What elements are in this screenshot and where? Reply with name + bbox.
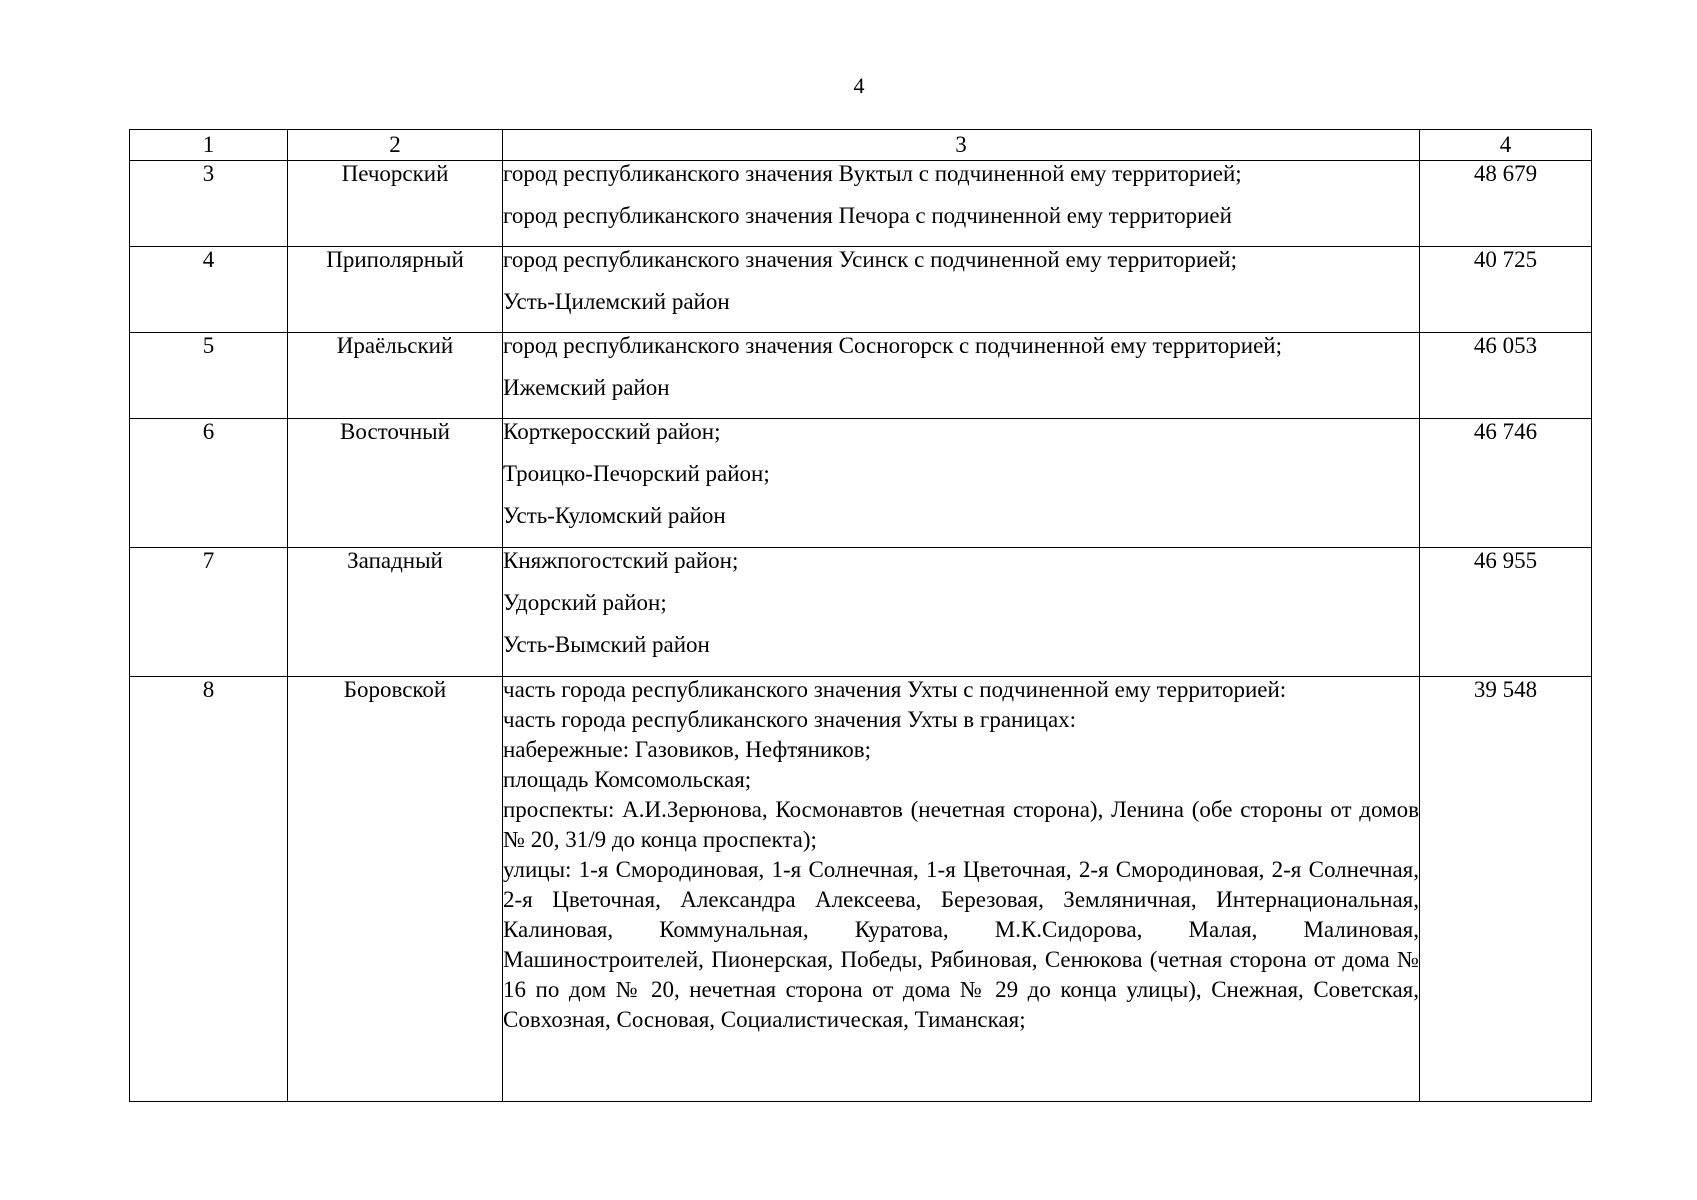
territory-item: Усть-Куломский район bbox=[503, 503, 726, 528]
district-name: Печорский bbox=[288, 161, 503, 247]
territory-item: Княжпогостский район; bbox=[503, 548, 739, 573]
territory-item: Корткеросский район; bbox=[503, 419, 721, 444]
territory-item: часть города республиканского значения Ухты в границах: bbox=[503, 707, 1077, 732]
territory-item: улицы: 1-я Смородиновая, 1-я Солнечная, 1-я Цветочная, 2-я Смородиновая, 2-я Солнечная, 2-я Цветочная, Александра Алексеева, Березовая, Земляничная, Интернациональная, Калиновая, Коммунальная, Куратова, М.К.Сидорова, Малая, Малиновая, Машиностроителей, Пионерская, Победы, Рябиновая, Сенюкова (четная сторона от дома № 16 по дом № 20, нечетная сторона от дома № 29 до конца улицы), Снежная, Советская, Совхозная, Сосновая, Социалистическая, Тиманская; bbox=[503, 857, 1419, 1032]
district-name: Западный bbox=[288, 548, 503, 677]
district-name: Боровской bbox=[288, 677, 503, 1102]
territory-item: город республиканского значения Усинск с подчиненной ему территорией; bbox=[503, 247, 1238, 272]
district-number: 8 bbox=[130, 677, 288, 1102]
district-number: 5 bbox=[130, 333, 288, 419]
column-number-1: 1 bbox=[130, 130, 288, 161]
territory-item: Троицко-Печорский район; bbox=[503, 461, 770, 486]
districts-table bbox=[129, 129, 1592, 1102]
district-number: 7 bbox=[130, 548, 288, 677]
district-territories bbox=[503, 333, 1420, 419]
table-row bbox=[130, 419, 1592, 548]
table-row bbox=[130, 677, 1592, 1102]
district-name: Приполярный bbox=[288, 247, 503, 333]
table-row bbox=[130, 333, 1592, 419]
territory-item: площадь Комсомольская; bbox=[503, 767, 752, 792]
district-population: 48 679 bbox=[1420, 161, 1592, 247]
table-row bbox=[130, 161, 1592, 247]
district-territories bbox=[503, 677, 1420, 1102]
table-row bbox=[130, 548, 1592, 677]
territory-item: часть города республиканского значения Ухты с подчиненной ему территорией: bbox=[503, 677, 1287, 702]
district-population: 46 053 bbox=[1420, 333, 1592, 419]
district-population: 39 548 bbox=[1420, 677, 1592, 1102]
district-population: 46 746 bbox=[1420, 419, 1592, 548]
page-number: 4 bbox=[853, 73, 865, 98]
territory-item: Усть-Цилемский район bbox=[503, 289, 730, 314]
district-population: 46 955 bbox=[1420, 548, 1592, 677]
table-header-row bbox=[130, 130, 1592, 161]
territory-item: город республиканского значения Сосногорск с подчиненной ему территорией; bbox=[503, 333, 1282, 358]
district-territories bbox=[503, 548, 1420, 677]
territory-item: Удорский район; bbox=[503, 590, 667, 615]
district-number: 3 bbox=[130, 161, 288, 247]
table-row bbox=[130, 247, 1592, 333]
district-number: 6 bbox=[130, 419, 288, 548]
territory-item: набережные: Газовиков, Нефтяников; bbox=[503, 737, 871, 762]
territory-item: город республиканского значения Вуктыл с подчиненной ему территорией; bbox=[503, 161, 1242, 186]
district-territories bbox=[503, 247, 1420, 333]
district-number: 4 bbox=[130, 247, 288, 333]
territory-item: город республиканского значения Печора с подчиненной ему территорией bbox=[503, 203, 1232, 228]
column-number-2: 2 bbox=[288, 130, 503, 161]
district-territories bbox=[503, 161, 1420, 247]
column-number-4: 4 bbox=[1420, 130, 1592, 161]
district-territories bbox=[503, 419, 1420, 548]
territory-item: Усть-Вымский район bbox=[503, 632, 710, 657]
district-population: 40 725 bbox=[1420, 247, 1592, 333]
column-number-3: 3 bbox=[503, 130, 1420, 161]
district-name: Восточный bbox=[288, 419, 503, 548]
territory-item: Ижемский район bbox=[503, 375, 670, 400]
district-name: Ираёльский bbox=[288, 333, 503, 419]
territory-item: проспекты: А.И.Зерюнова, Космонавтов (нечетная сторона), Ленина (обе стороны от домов № 20, 31/9 до конца проспекта); bbox=[503, 797, 1419, 852]
